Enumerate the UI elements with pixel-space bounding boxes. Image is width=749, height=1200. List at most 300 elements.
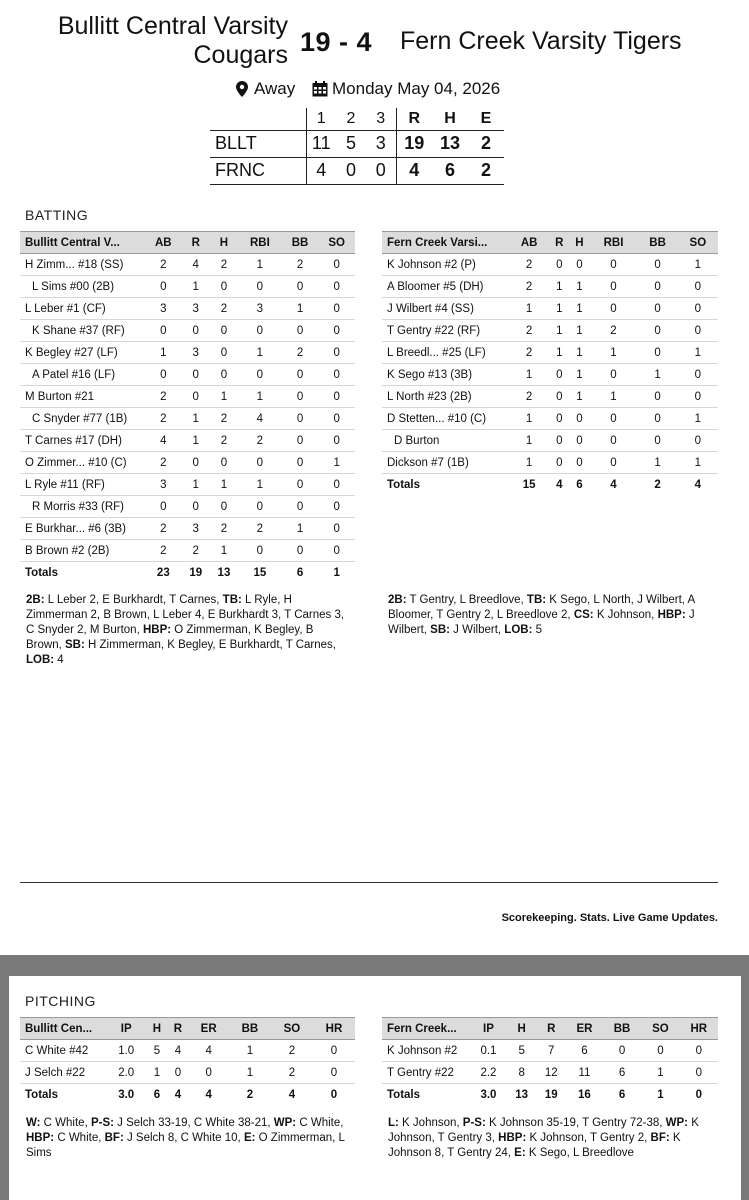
stat-column-header: IP: [106, 1018, 146, 1040]
stat-column-header: ER: [566, 1018, 603, 1040]
stat-value: 0: [637, 254, 677, 276]
stat-value: 0: [282, 496, 319, 518]
stat-value: 1: [678, 254, 718, 276]
player-row: [382, 276, 718, 298]
stat-value: 0: [549, 452, 569, 474]
total-value: 3.0: [480, 1088, 497, 1101]
total-value: 4: [288, 1088, 296, 1101]
stat-value: 0: [637, 320, 677, 342]
home-batting-notes: [26, 593, 348, 668]
note-label: 2B:: [388, 594, 407, 606]
linescore-errors: 2: [468, 130, 504, 157]
stat-value: 0: [182, 364, 210, 386]
note-text: C White,: [54, 1132, 105, 1144]
stat-value: 4: [145, 430, 182, 452]
total-value: 0: [695, 1088, 702, 1101]
stat-column-header: SO: [641, 1018, 679, 1040]
note-label: LOB:: [26, 654, 55, 666]
stat-column-header: RBI: [238, 232, 282, 254]
stat-value: 0: [182, 496, 210, 518]
totals-label: Totals: [387, 1088, 421, 1101]
stat-value: 2: [238, 518, 282, 540]
note-label: CS:: [573, 609, 594, 621]
away-pitching-notes: [388, 1116, 713, 1161]
stat-value: 4: [167, 1040, 188, 1062]
game-meta: [0, 79, 749, 101]
away-batting-notes: [388, 593, 713, 638]
totals-label: Totals: [387, 478, 421, 491]
player-name: T Gentry #22 (RF): [382, 320, 509, 342]
note-label: TB:: [526, 594, 547, 606]
note-text: K Sego, L Breedlove: [525, 1147, 634, 1159]
stat-value: 2: [271, 1040, 313, 1062]
player-row: [20, 452, 355, 474]
stat-value: 2: [145, 386, 182, 408]
stat-value: 3: [182, 518, 210, 540]
note-text: C White,: [296, 1117, 344, 1129]
total-value: 0: [330, 1088, 338, 1101]
stat-value: 1: [590, 386, 638, 408]
linescore-runs: 4: [396, 157, 432, 184]
stat-value: 3: [182, 298, 210, 320]
player-row: [382, 342, 718, 364]
stat-column-header: IP: [470, 1018, 507, 1040]
stat-value: 1: [569, 320, 589, 342]
stat-value: 1: [182, 408, 210, 430]
stat-value: 0: [282, 540, 319, 562]
stat-column-header: AB: [509, 232, 549, 254]
stat-value: 3: [145, 474, 182, 496]
stat-value: 8: [507, 1062, 537, 1084]
stat-value: 0: [590, 254, 638, 276]
total-value: 1: [657, 1088, 664, 1101]
stat-value: 1: [678, 342, 718, 364]
section-divider: [20, 882, 718, 883]
stat-value: 2: [509, 342, 549, 364]
stat-value: 0: [282, 452, 319, 474]
note-text: J Selch 33-19, C White 38-21,: [113, 1117, 274, 1129]
player-row: [382, 298, 718, 320]
stat-value: 0: [145, 364, 182, 386]
stat-value: 2: [145, 254, 182, 276]
stat-value: 1: [238, 474, 282, 496]
player-row: [20, 386, 355, 408]
stat-column-header: BB: [637, 232, 677, 254]
map-pin-icon: [236, 81, 248, 97]
total-value: 6: [618, 1088, 626, 1101]
stat-value: 0: [145, 320, 182, 342]
player-row: [20, 1062, 355, 1084]
stat-column-header: BB: [229, 1018, 271, 1040]
stat-value: 1: [509, 364, 549, 386]
away-team-name: Fern Creek Varsity Tigers: [400, 27, 682, 55]
stat-value: 0: [637, 342, 677, 364]
stat-value: 0: [678, 320, 718, 342]
stat-value: 1: [641, 1062, 679, 1084]
player-name: D Stetten... #10 (C): [382, 408, 509, 430]
home-pitching-notes: [26, 1116, 348, 1161]
stat-column-header: ER: [188, 1018, 228, 1040]
stat-value: 0: [313, 1040, 355, 1062]
stat-value: 1: [509, 298, 549, 320]
stat-value: 0: [145, 276, 182, 298]
stat-value: 6: [566, 1040, 603, 1062]
stat-value: 0: [569, 430, 589, 452]
note-label: HBP:: [142, 624, 172, 636]
linescore-inning-runs: 4: [306, 157, 336, 184]
note-text: L Leber 2, E Burkhardt, T Carnes,: [44, 594, 223, 606]
player-row: [20, 496, 355, 518]
player-name: T Gentry #22: [382, 1062, 470, 1084]
player-row: [20, 408, 355, 430]
stat-column-header: H: [146, 1018, 167, 1040]
stat-value: 3: [182, 342, 210, 364]
player-name: K Sego #13 (3B): [382, 364, 509, 386]
linescore-team: FRNC: [210, 157, 306, 184]
team-column-header: Fern Creek...: [382, 1018, 470, 1040]
stat-column-header: H: [507, 1018, 537, 1040]
stat-value: 2: [590, 320, 638, 342]
linescore-inning-runs: 5: [336, 130, 366, 157]
stat-value: 0: [590, 408, 638, 430]
away-pitching-table: [382, 1017, 718, 1106]
player-row: [382, 364, 718, 386]
note-label: L:: [388, 1117, 399, 1129]
stat-value: 1: [145, 342, 182, 364]
linescore-header-inning: 3: [366, 108, 396, 130]
stat-value: 0: [210, 320, 238, 342]
stat-value: 0: [318, 408, 355, 430]
stat-value: 0: [238, 320, 282, 342]
totals-label: Totals: [25, 566, 59, 579]
stat-column-header: BB: [603, 1018, 641, 1040]
totals-row: [20, 562, 355, 584]
player-row: [20, 276, 355, 298]
total-value: 13: [515, 1088, 529, 1101]
note-text: O Zimmerman, L Sims: [26, 1132, 345, 1159]
player-name: O Zimmer... #10 (C): [20, 452, 145, 474]
linescore-inning-runs: 0: [366, 157, 396, 184]
note-label: SB:: [65, 639, 85, 651]
linescore-header-row: [210, 108, 504, 130]
stat-value: 2: [210, 298, 238, 320]
stats-header-row: [20, 1018, 355, 1040]
home-team-line2: Cougars: [193, 41, 288, 69]
stat-value: 0: [678, 364, 718, 386]
stat-value: 1: [569, 364, 589, 386]
player-row: [20, 364, 355, 386]
stat-value: 2.2: [470, 1062, 507, 1084]
stat-value: 5: [507, 1040, 537, 1062]
stat-value: 0: [680, 1062, 718, 1084]
stat-value: 1: [549, 298, 569, 320]
stat-value: 0: [238, 496, 282, 518]
stat-value: 1: [549, 276, 569, 298]
stat-value: 1: [238, 342, 282, 364]
note-text: K Johnson, T Gentry 3,: [388, 1117, 699, 1144]
stat-value: 0: [680, 1040, 718, 1062]
stat-value: 0: [549, 364, 569, 386]
stat-value: 2: [509, 320, 549, 342]
stat-value: 0: [637, 386, 677, 408]
stat-value: 1: [569, 298, 589, 320]
stat-column-header: R: [536, 1018, 566, 1040]
game-date: [312, 79, 500, 99]
stat-value: 0: [282, 408, 319, 430]
total-value: 15: [253, 566, 267, 579]
stat-value: 0: [238, 276, 282, 298]
note-text: 5: [532, 624, 542, 636]
player-row: [382, 254, 718, 276]
stat-value: 1: [210, 474, 238, 496]
home-team-line1: Bullitt Central Varsity: [57, 12, 288, 40]
player-name: E Burkhar... #6 (3B): [20, 518, 145, 540]
stat-value: 0: [282, 276, 319, 298]
stat-value: 2: [238, 430, 282, 452]
stat-value: 0: [182, 386, 210, 408]
stat-value: 0: [318, 364, 355, 386]
team-column-header: Bullitt Cen...: [20, 1018, 106, 1040]
batting-section-title: BATTING: [25, 207, 89, 223]
stat-value: 2: [509, 386, 549, 408]
stat-value: 0: [637, 408, 677, 430]
stat-value: 2: [210, 430, 238, 452]
stat-value: 0: [318, 474, 355, 496]
stat-value: 11: [566, 1062, 603, 1084]
linescore-header-inning: 2: [346, 109, 356, 127]
stat-value: 2: [509, 254, 549, 276]
player-name: L North #23 (2B): [382, 386, 509, 408]
stat-column-header: SO: [678, 232, 718, 254]
stat-value: 4: [182, 254, 210, 276]
note-label: BF:: [104, 1132, 124, 1144]
total-value: 4: [610, 478, 617, 491]
stat-column-header: SO: [318, 232, 355, 254]
stat-column-header: BB: [282, 232, 319, 254]
total-value: 6: [576, 478, 583, 491]
linescore-inning-runs: 11: [306, 130, 336, 157]
stat-value: 1: [210, 386, 238, 408]
linescore-row-away: [210, 157, 504, 184]
player-row: [382, 320, 718, 342]
note-label: HBP:: [657, 609, 686, 621]
stat-value: 5: [146, 1040, 167, 1062]
note-text: K Johnson,: [398, 1117, 463, 1129]
stat-value: 1: [509, 452, 549, 474]
note-label: E:: [243, 1132, 256, 1144]
stat-value: 6: [603, 1062, 641, 1084]
stat-column-header: H: [210, 232, 238, 254]
tagline: Scorekeeping. Stats. Live Game Updates.: [501, 912, 718, 924]
stat-value: 2: [182, 540, 210, 562]
stat-value: 2: [145, 408, 182, 430]
linescore-header-runs: R: [408, 109, 421, 127]
stat-value: 0: [182, 320, 210, 342]
player-name: T Carnes #17 (DH): [20, 430, 145, 452]
player-row: [20, 298, 355, 320]
stat-value: 0: [182, 452, 210, 474]
player-row: [20, 320, 355, 342]
stat-value: 0: [318, 518, 355, 540]
stats-header-row: [382, 1018, 718, 1040]
stat-value: 0: [145, 496, 182, 518]
note-text: H Zimmerman, K Begley, E Burkhardt, T Carnes,: [84, 639, 336, 651]
away-batting-table: [382, 231, 718, 496]
note-label: TB:: [222, 594, 242, 606]
stat-value: 0: [590, 276, 638, 298]
totals-row: [382, 1084, 718, 1106]
stat-value: 0: [569, 452, 589, 474]
total-value: 13: [217, 566, 231, 579]
stat-value: 2: [210, 408, 238, 430]
stat-column-header: R: [167, 1018, 188, 1040]
linescore-header-errors: E: [480, 109, 492, 127]
stat-value: 1: [229, 1062, 271, 1084]
stat-value: 1: [569, 276, 589, 298]
stat-value: 0: [282, 386, 319, 408]
stat-value: 2: [509, 276, 549, 298]
total-value: 2: [246, 1088, 254, 1101]
totals-row: [20, 1084, 355, 1106]
stat-value: 2: [210, 518, 238, 540]
total-value: 2: [654, 478, 661, 491]
stat-column-header: R: [182, 232, 210, 254]
note-label: WP:: [273, 1117, 297, 1129]
home-team-name: [30, 12, 288, 70]
stat-value: 0.1: [470, 1040, 507, 1062]
stat-value: 1: [210, 540, 238, 562]
player-name: R Morris #33 (RF): [20, 496, 145, 518]
stats-header-row: [382, 232, 718, 254]
stat-value: 1: [318, 452, 355, 474]
player-name: D Burton: [382, 430, 509, 452]
player-name: K Begley #27 (LF): [20, 342, 145, 364]
stat-value: 0: [549, 408, 569, 430]
stat-value: 0: [318, 276, 355, 298]
stat-value: 12: [536, 1062, 566, 1084]
final-score: 19 - 4: [300, 27, 373, 57]
stat-value: 2.0: [106, 1062, 146, 1084]
stat-value: 0: [318, 496, 355, 518]
stat-value: 0: [210, 496, 238, 518]
stat-value: 0: [282, 474, 319, 496]
total-value: 19: [189, 566, 203, 579]
stat-value: 1: [637, 452, 677, 474]
stat-value: 1: [637, 364, 677, 386]
player-name: K Johnson #2 (P): [382, 254, 509, 276]
stat-value: 2: [282, 254, 319, 276]
totals-row: [382, 474, 718, 496]
player-row: [20, 474, 355, 496]
note-label: WP:: [665, 1117, 689, 1129]
stat-value: 0: [167, 1062, 188, 1084]
stat-value: 1: [549, 320, 569, 342]
note-text: K Johnson 35-19, T Gentry 72-38,: [485, 1117, 666, 1129]
stat-value: 0: [637, 430, 677, 452]
player-name: L Sims #00 (2B): [20, 276, 145, 298]
stat-value: 0: [238, 452, 282, 474]
stat-value: 4: [188, 1040, 228, 1062]
stat-value: 1: [182, 430, 210, 452]
stat-value: 1: [282, 518, 319, 540]
total-value: 15: [522, 478, 536, 491]
stat-value: 1: [146, 1062, 167, 1084]
stat-value: 0: [318, 320, 355, 342]
stat-value: 0: [238, 364, 282, 386]
stat-value: 0: [282, 430, 319, 452]
home-batting-table: [20, 231, 355, 584]
player-name: L Leber #1 (CF): [20, 298, 145, 320]
location-label: Away: [254, 79, 296, 98]
stat-value: 3: [238, 298, 282, 320]
stat-value: 0: [318, 298, 355, 320]
linescore-hits: 6: [432, 157, 468, 184]
stat-value: 0: [210, 364, 238, 386]
total-value: 6: [296, 566, 304, 579]
stat-value: 0: [210, 342, 238, 364]
stat-value: 0: [641, 1040, 679, 1062]
page-edge-right: [741, 976, 749, 1200]
note-label: W:: [26, 1117, 41, 1129]
date-label: Monday May 04, 2026: [332, 79, 501, 98]
player-name: C Snyder #77 (1B): [20, 408, 145, 430]
stat-value: 0: [210, 276, 238, 298]
linescore-row-home: [210, 130, 504, 157]
stat-value: 0: [549, 254, 569, 276]
stat-value: 0: [678, 430, 718, 452]
stat-column-header: HR: [313, 1018, 355, 1040]
total-value: 4: [694, 478, 702, 491]
note-text: T Gentry, L Breedlove,: [406, 594, 527, 606]
note-label: HBP:: [498, 1132, 527, 1144]
note-text: J Selch 8, C White 10,: [123, 1132, 244, 1144]
stat-column-header: SO: [271, 1018, 313, 1040]
linescore-hits: 13: [432, 130, 468, 157]
game-header: [0, 8, 749, 78]
stat-value: 1: [238, 254, 282, 276]
total-value: 4: [556, 478, 563, 491]
stat-column-header: HR: [680, 1018, 718, 1040]
stat-value: 0: [318, 540, 355, 562]
stat-value: 0: [678, 276, 718, 298]
stat-value: 2: [145, 540, 182, 562]
stat-value: 0: [549, 430, 569, 452]
player-row: [382, 1040, 718, 1062]
player-name: H Zimm... #18 (SS): [20, 254, 145, 276]
stat-value: 0: [188, 1062, 228, 1084]
stat-value: 0: [590, 430, 638, 452]
stat-value: 0: [637, 276, 677, 298]
stat-value: 0: [210, 452, 238, 474]
stat-value: 1: [238, 386, 282, 408]
note-text: 4: [54, 654, 64, 666]
linescore-team: BLLT: [210, 130, 306, 157]
stat-value: 2: [210, 254, 238, 276]
linescore-inning-runs: 0: [336, 157, 366, 184]
team-column-header: Fern Creek Varsi...: [382, 232, 509, 254]
stat-value: 0: [318, 254, 355, 276]
linescore-header-team: [210, 108, 306, 130]
total-value: 16: [578, 1088, 591, 1101]
stat-value: 0: [590, 452, 638, 474]
stat-value: 1: [549, 342, 569, 364]
total-value: 4: [205, 1088, 212, 1101]
note-label: LOB:: [504, 624, 533, 636]
player-row: [382, 452, 718, 474]
stat-value: 2: [271, 1062, 313, 1084]
stat-value: 4: [238, 408, 282, 430]
stat-value: 3: [145, 298, 182, 320]
